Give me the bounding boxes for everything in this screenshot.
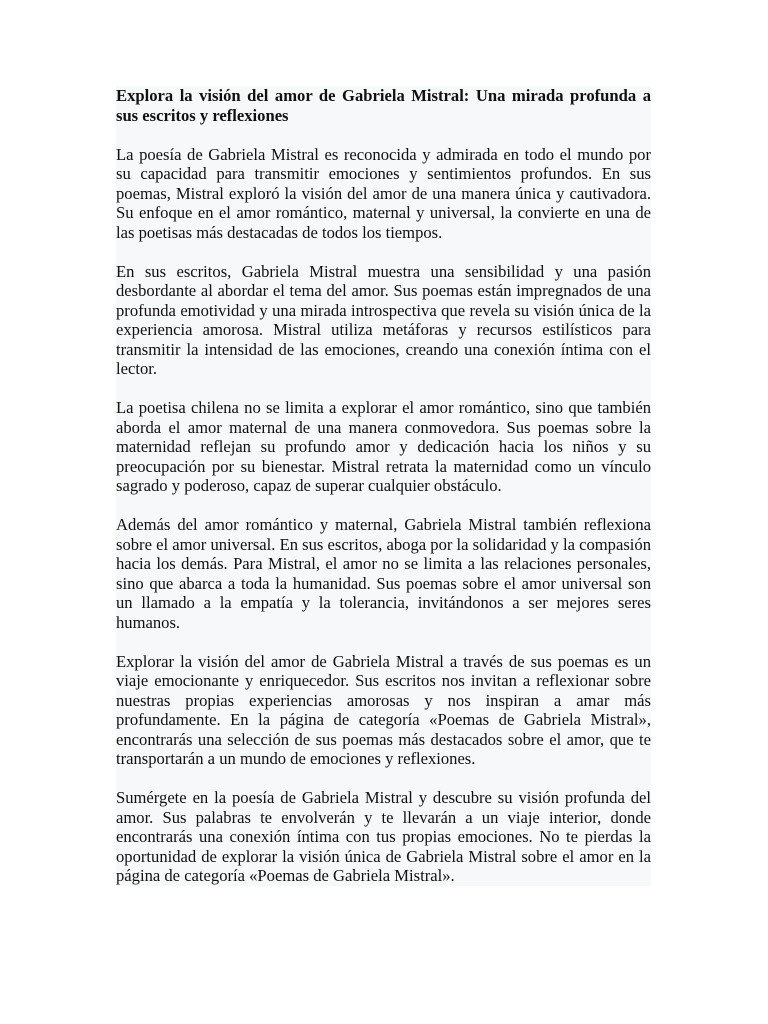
paragraph-1: La poesía de Gabriela Mistral es reconocida y admirada en todo el mundo por su capacidad para transmitir emociones y sentimientos profundos. En sus poemas, Mistral exploró la visión del amor de una manera única y cautivadora. Su enfoque en el amor romántico, maternal y universal, la convierte en una de las poetisas más destacadas de todos los tiempos. — [116, 144, 651, 242]
paragraph-6: Sumérgete en la poesía de Gabriela Mistral y descubre su visión profunda del amor. Sus palabras te envolverán y te llevarán a un viaje interior, donde encontrarás una conexión íntima con tus propias emociones. No te pierdas la oportunidad de explorar la visión única de Gabriela Mistral sobre el amor en la página de categoría «Poemas de Gabriela Mistral». — [116, 788, 651, 885]
article-body — [116, 86, 651, 886]
article-title: Explora la visión del amor de Gabriela Mistral: Una mirada profunda a sus escritos y reflexiones — [116, 86, 651, 125]
paragraph-4: Además del amor romántico y maternal, Gabriela Mistral también reflexiona sobre el amor universal. En sus escritos, aboga por la solidaridad y la compasión hacia los demás. Para Mistral, el amor no se limita a las relaciones personales, sino que abarca a toda la humanidad. Sus poemas sobre el amor universal son un llamado a la empatía y la tolerancia, invitándonos a ser mejores seres humanos. — [116, 515, 652, 632]
paragraph-5: Explorar la visión del amor de Gabriela Mistral a través de sus poemas es un viaje emocionante y enriquecedor. Sus escritos nos invitan a reflexionar sobre nuestras propias experiencias amorosas y nos inspiran a amar más profundamente. En la página de categoría «Poemas de Gabriela Mistral», encontrarás una selección de sus poemas más destacados sobre el amor, que te transportarán a un mundo de emociones y reflexiones. — [116, 651, 651, 768]
paragraph-3: La poetisa chilena no se limita a explorar el amor romántico, sino que también aborda el amor maternal de una manera conmovedora. Sus poemas sobre la maternidad reflejan su profundo amor y dedicación hacia los niños y su preocupación por su bienestar. Mistral retrata la maternidad como un vínculo sagrado y poderoso, capaz de superar cualquier obstáculo. — [116, 398, 651, 495]
paragraph-2: En sus escritos, Gabriela Mistral muestra una sensibilidad y una pasión desbordante al abordar el tema del amor. Sus poemas están impregnados de una profunda emotividad y una mirada introspectiva que revela su visión única de la experiencia amorosa. Mistral utiliza metáforas y recursos estilísticos para transmitir la intensidad de las emociones, creando una conexión íntima con el lector. — [116, 261, 651, 378]
